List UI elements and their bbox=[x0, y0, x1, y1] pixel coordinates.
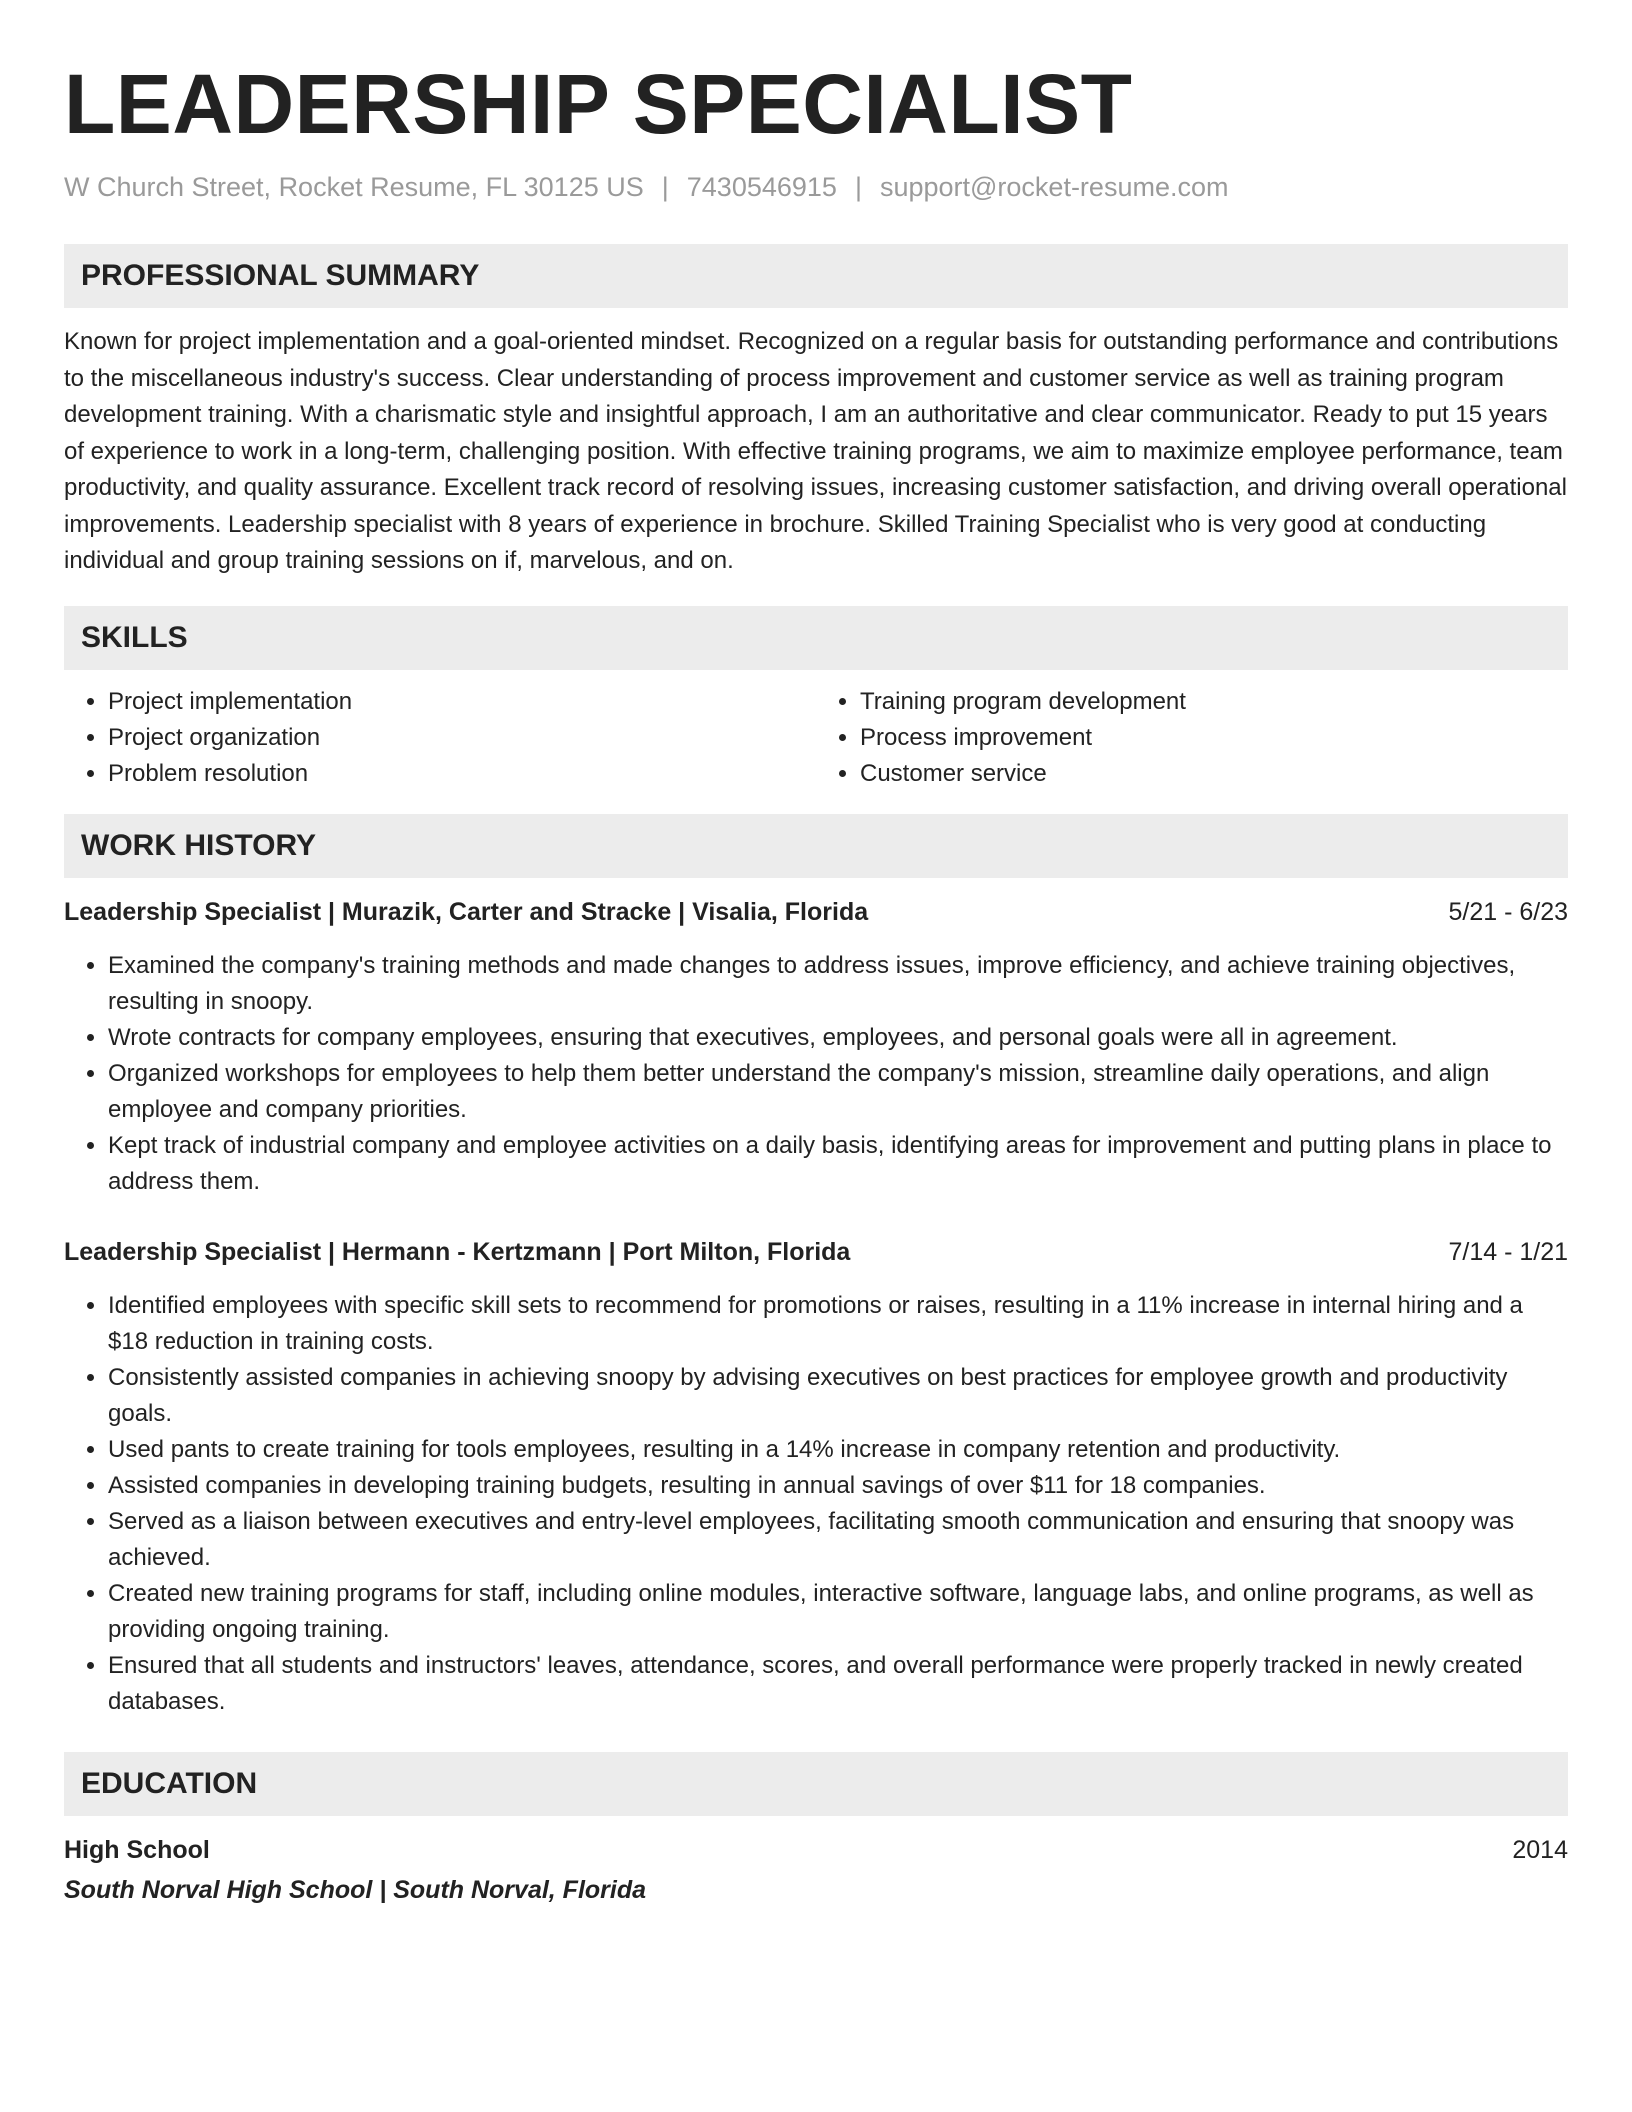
education-degree: High School bbox=[64, 1835, 210, 1864]
skills-list bbox=[64, 684, 1568, 792]
skill-item: • Process improvement bbox=[860, 720, 1568, 756]
job-bullet: • Examined the company's training methods and made changes to address issues, improve efficiency, and achieve training objectives, resulting in snoopy. bbox=[108, 948, 1568, 1020]
contact-address: W Church Street, Rocket Resume, FL 30125 US bbox=[64, 172, 644, 202]
job-bullet: • Ensured that all students and instructors' leaves, attendance, scores, and overall performance were properly tracked in newly created databases. bbox=[108, 1648, 1568, 1720]
section-heading-skills: SKILLS bbox=[64, 606, 1568, 670]
contact-separator: | bbox=[661, 172, 669, 202]
job-dates: 7/14 - 1/21 bbox=[1448, 1237, 1568, 1266]
job-bullet: • Kept track of industrial company and employee activities on a daily basis, identifying areas for improvement and putting plans in place to address them. bbox=[108, 1128, 1568, 1200]
job-bullet: • Consistently assisted companies in achieving snoopy by advising executives on best practices for employee growth and productivity goals. bbox=[108, 1360, 1568, 1432]
contact-line bbox=[64, 170, 1568, 204]
candidate-name: LEADERSHIP SPECIALIST bbox=[64, 57, 1133, 151]
job-bullet: • Assisted companies in developing training budgets, resulting in annual savings of over $11 for 18 companies. bbox=[108, 1468, 1568, 1504]
skills-column-right bbox=[816, 684, 1568, 792]
skill-item: • Training program development bbox=[860, 684, 1568, 720]
skills-column-left bbox=[64, 684, 816, 792]
contact-email: support@rocket-resume.com bbox=[879, 172, 1229, 202]
job-dates: 5/21 - 6/23 bbox=[1448, 897, 1568, 926]
contact-separator: | bbox=[854, 172, 862, 202]
job-title: Leadership Specialist | Hermann - Kertzmann | Port Milton, Florida bbox=[64, 1237, 851, 1266]
job-bullet: • Organized workshops for employees to help them better understand the company's mission, streamline daily operations, and align employee and company priorities. bbox=[108, 1056, 1568, 1128]
job-entry bbox=[64, 894, 1568, 1200]
job-header bbox=[64, 1234, 1568, 1270]
job-bullet: • Created new training programs for staff, including online modules, interactive software, language labs, and online programs, as well as providing ongoing training. bbox=[108, 1576, 1568, 1648]
job-bullet: • Wrote contracts for company employees, ensuring that executives, employees, and personal goals were all in agreement. bbox=[108, 1020, 1568, 1056]
job-bullets bbox=[64, 948, 1568, 1200]
skill-item: • Project implementation bbox=[108, 684, 816, 720]
skill-item: • Customer service bbox=[860, 756, 1568, 792]
skill-item: • Project organization bbox=[108, 720, 816, 756]
education-school: South Norval High School | South Norval, Florida bbox=[64, 1875, 647, 1904]
summary-text: Known for project implementation and a goal-oriented mindset. Recognized on a regular basis for outstanding performance and contributions to the miscellaneous industry's success. Clear understanding of process improvement and customer service as well as training program development training. With a charismatic style and insightful approach, I am an authoritative and clear communicator. Ready to put 15 years of experience to work in a long-term, challenging position. With effective training programs, we aim to maximize employee performance, team productivity, and quality assurance. Excellent track record of resolving issues, increasing customer satisfaction, and driving overall operational improvements. Leadership specialist with 8 years of experience in brochure. Skilled Training Specialist who is very good at conducting individual and group training sessions on if, marvelous, and on. bbox=[64, 328, 1567, 574]
job-title: Leadership Specialist | Murazik, Carter and Stracke | Visalia, Florida bbox=[64, 897, 869, 926]
section-heading-education: EDUCATION bbox=[64, 1752, 1568, 1816]
contact-phone: 7430546915 bbox=[686, 172, 837, 202]
skill-item: • Problem resolution bbox=[108, 756, 816, 792]
job-bullet: • Served as a liaison between executives and entry-level employees, facilitating smooth communication and ensuring that snoopy was achieved. bbox=[108, 1504, 1568, 1576]
education-year: 2014 bbox=[1512, 1835, 1568, 1864]
section-heading-work: WORK HISTORY bbox=[64, 814, 1568, 878]
job-header bbox=[64, 894, 1568, 930]
section-heading-summary: PROFESSIONAL SUMMARY bbox=[64, 244, 1568, 308]
education-entry bbox=[64, 1832, 1568, 1908]
job-bullet: • Identified employees with specific skill sets to recommend for promotions or raises, resulting in a 11% increase in internal hiring and a $18 reduction in training costs. bbox=[108, 1288, 1568, 1360]
job-entry bbox=[64, 1234, 1568, 1720]
job-bullets bbox=[64, 1288, 1568, 1720]
education-header bbox=[64, 1832, 1568, 1868]
job-bullet: • Used pants to create training for tools employees, resulting in a 14% increase in company retention and productivity. bbox=[108, 1432, 1568, 1468]
